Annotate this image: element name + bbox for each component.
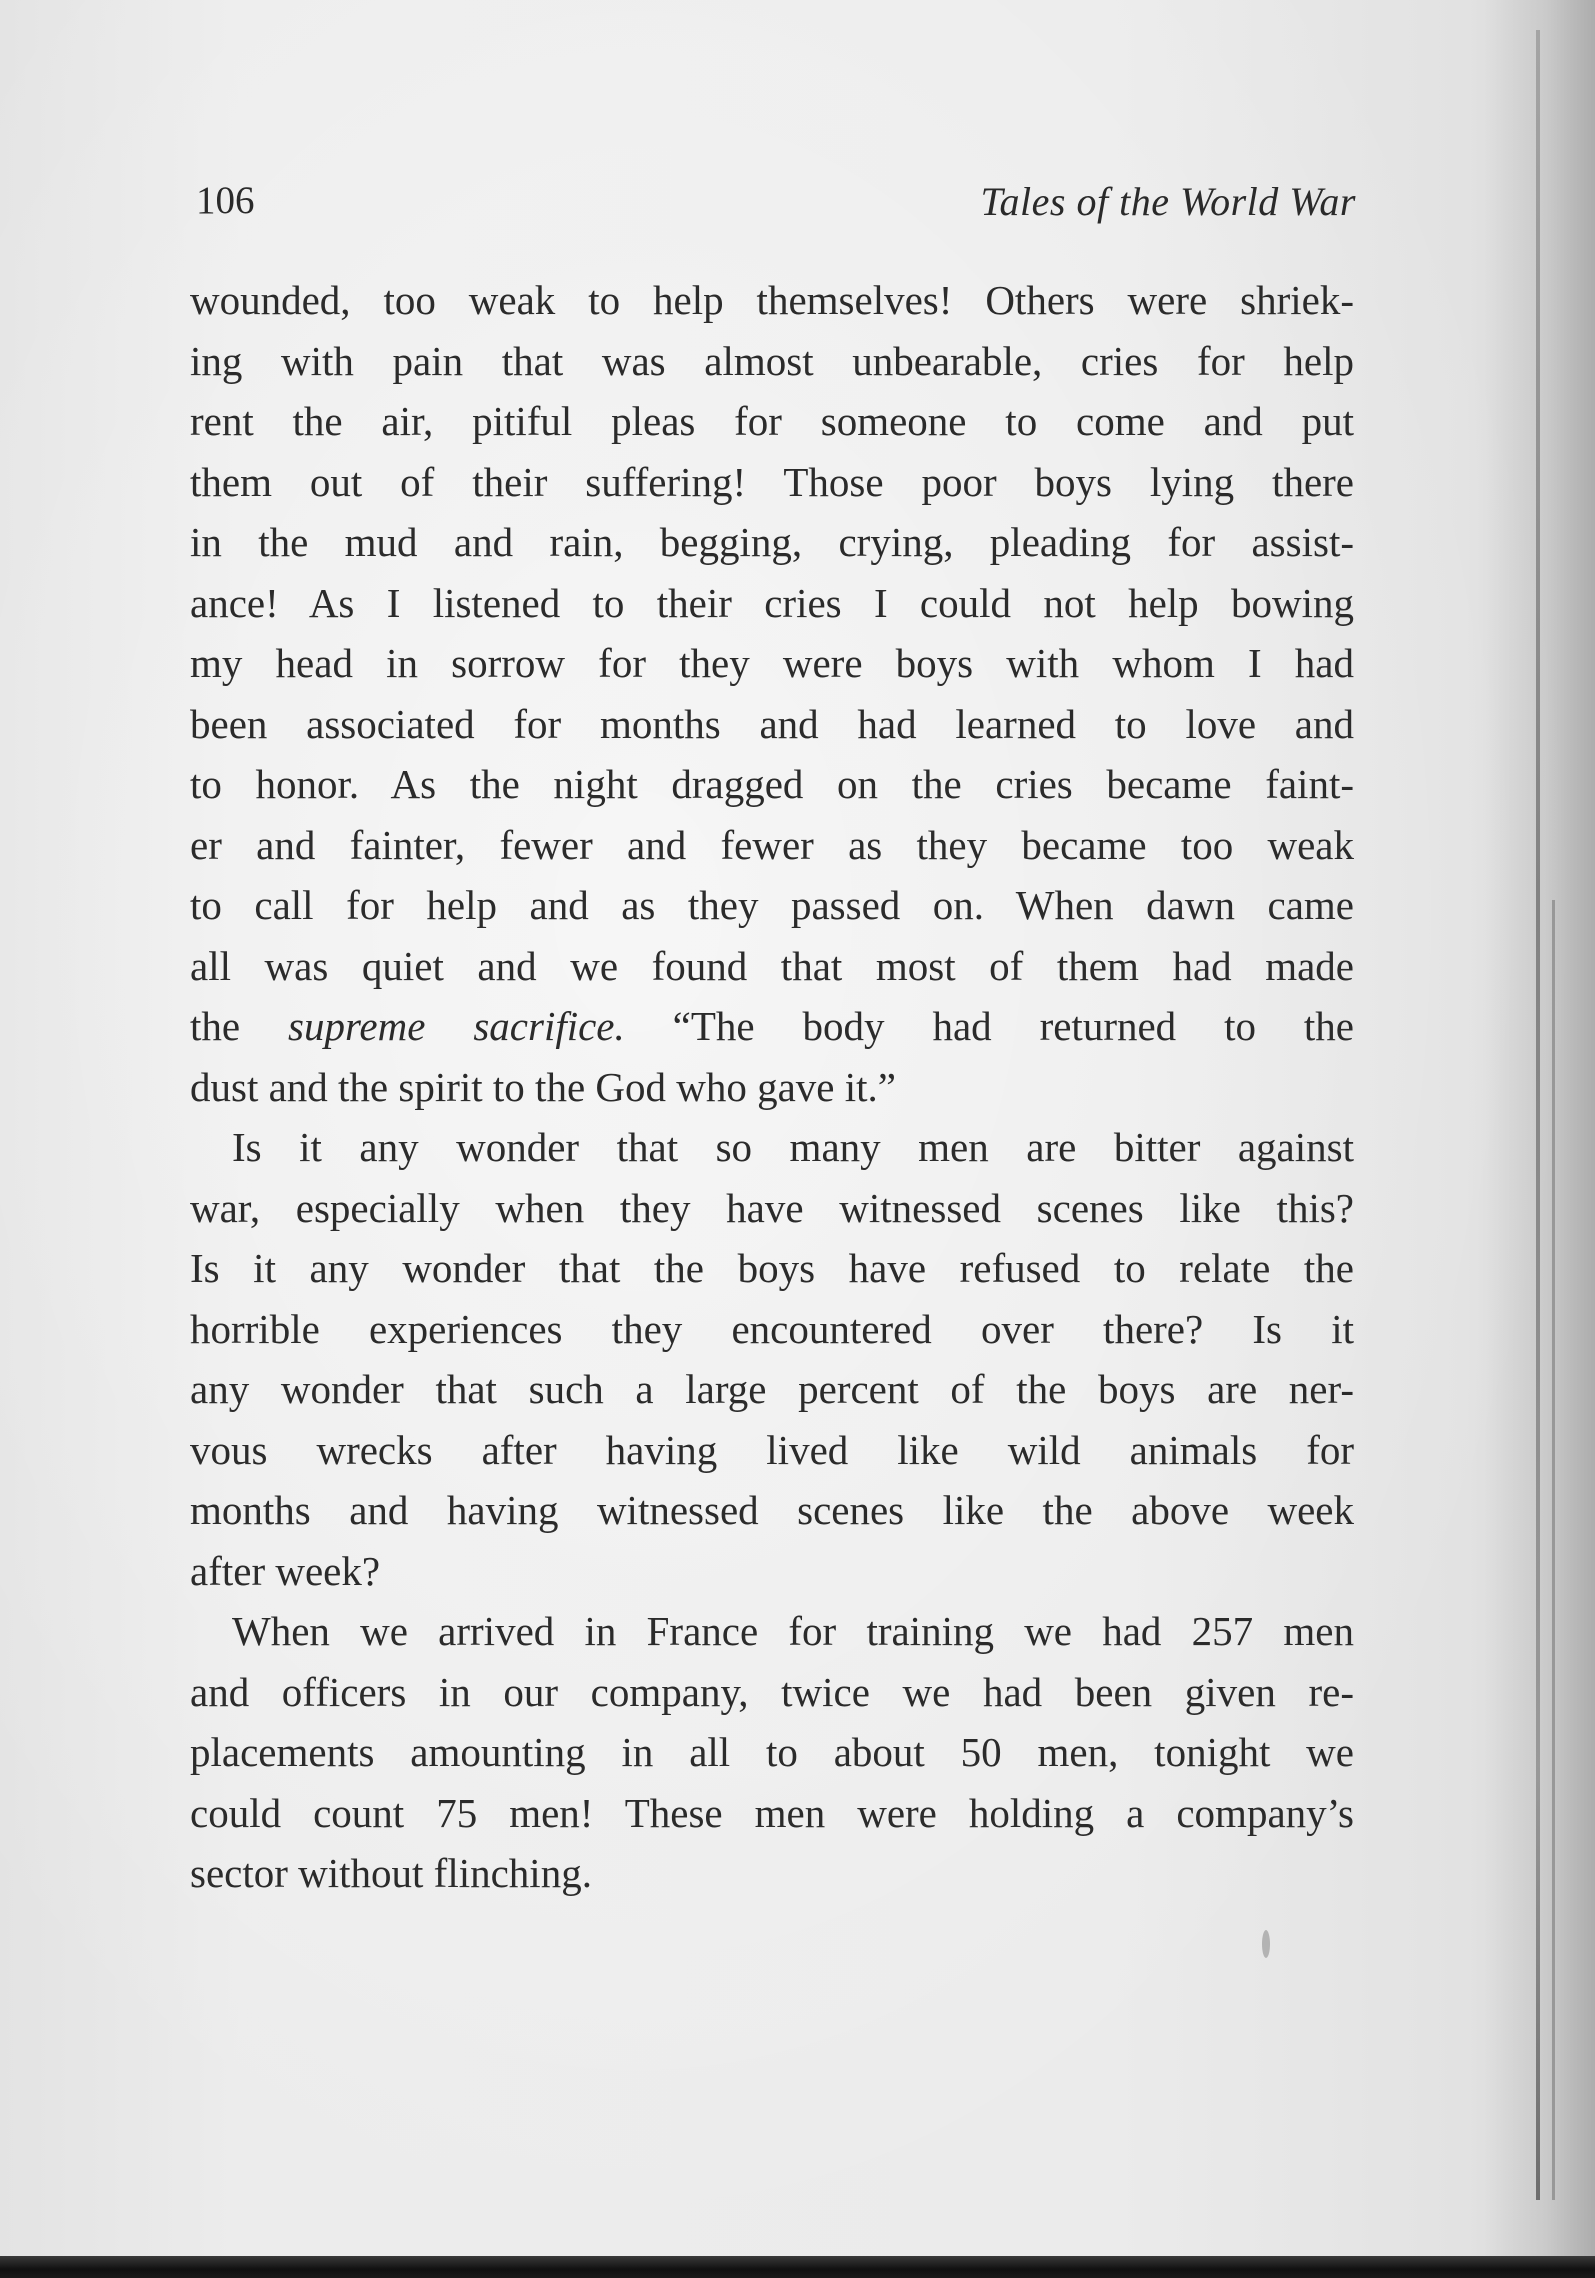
- text-line: could count 75 men! These men were holding a company’s: [190, 1789, 1354, 1836]
- text-line: my head in sorrow for they were boys with whom I had: [190, 640, 1354, 686]
- text-line: er and fainter, fewer and fewer as they became too weak: [190, 821, 1354, 868]
- text-line: to honor. As the night dragged on the cries became faint-: [190, 761, 1354, 807]
- text-line: vous wrecks after having lived like wild animals for: [190, 1426, 1354, 1473]
- text-line: to call for help and as they passed on. When dawn came: [190, 882, 1354, 928]
- page-number: 106: [196, 179, 255, 222]
- paragraph-first-line: Is it any wonder that so many men are bitter against: [232, 1124, 1354, 1170]
- scan-bottom-edge: [0, 2256, 1595, 2278]
- italic-phrase: supreme sacrifice.: [288, 1003, 625, 1049]
- page-edge-line-secondary: [1552, 900, 1555, 2200]
- text-line: in the mud and rain, begging, crying, pleading for assist-: [190, 519, 1354, 565]
- page-edge-line: [1536, 30, 1540, 2200]
- text-line: months and having witnessed scenes like the above week: [190, 1487, 1354, 1533]
- text-line: any wonder that such a large percent of the boys are ner-: [190, 1366, 1354, 1412]
- paper-speck: [1262, 1930, 1270, 1958]
- running-title: Tales of the World War: [980, 179, 1356, 224]
- text-line: ance! As I listened to their cries I could not help bowing: [190, 579, 1354, 626]
- paragraph-first-line: When we arrived in France for training we had 257 men: [232, 1608, 1354, 1654]
- text-segment: “The body had returned to the: [624, 1003, 1354, 1049]
- text-line: and officers in our company, twice we had been given re-: [190, 1668, 1354, 1715]
- text-line: horrible experiences they encountered over there? Is it: [190, 1305, 1354, 1352]
- text-line: war, especially when they have witnessed scenes like this?: [190, 1184, 1354, 1231]
- page-header: [196, 178, 1356, 238]
- page-edge-shadow: [1485, 0, 1595, 2278]
- paragraph-last-line: dust and the spirit to the God who gave it.”: [190, 1063, 896, 1110]
- text-line: them out of their suffering! Those poor boys lying there: [190, 458, 1354, 505]
- text-line-with-italic: [190, 996, 1354, 1057]
- text-line: rent the air, pitiful pleas for someone to come and put: [190, 398, 1354, 444]
- body-text: [190, 270, 1354, 1904]
- text-line: wounded, too weak to help themselves! Others were shriek-: [190, 277, 1354, 323]
- text-line: all was quiet and we found that most of them had made: [190, 942, 1354, 989]
- text-line: ing with pain that was almost unbearable, cries for help: [190, 337, 1354, 384]
- text-line: been associated for months and had learned to love and: [190, 700, 1354, 747]
- text-segment: the: [190, 1003, 289, 1049]
- text-line: Is it any wonder that the boys have refused to relate the: [190, 1245, 1354, 1291]
- paragraph-last-line: sector without flinching.: [190, 1850, 592, 1896]
- paragraph-last-line: after week?: [190, 1547, 381, 1594]
- text-line: placements amounting in all to about 50 men, tonight we: [190, 1729, 1354, 1775]
